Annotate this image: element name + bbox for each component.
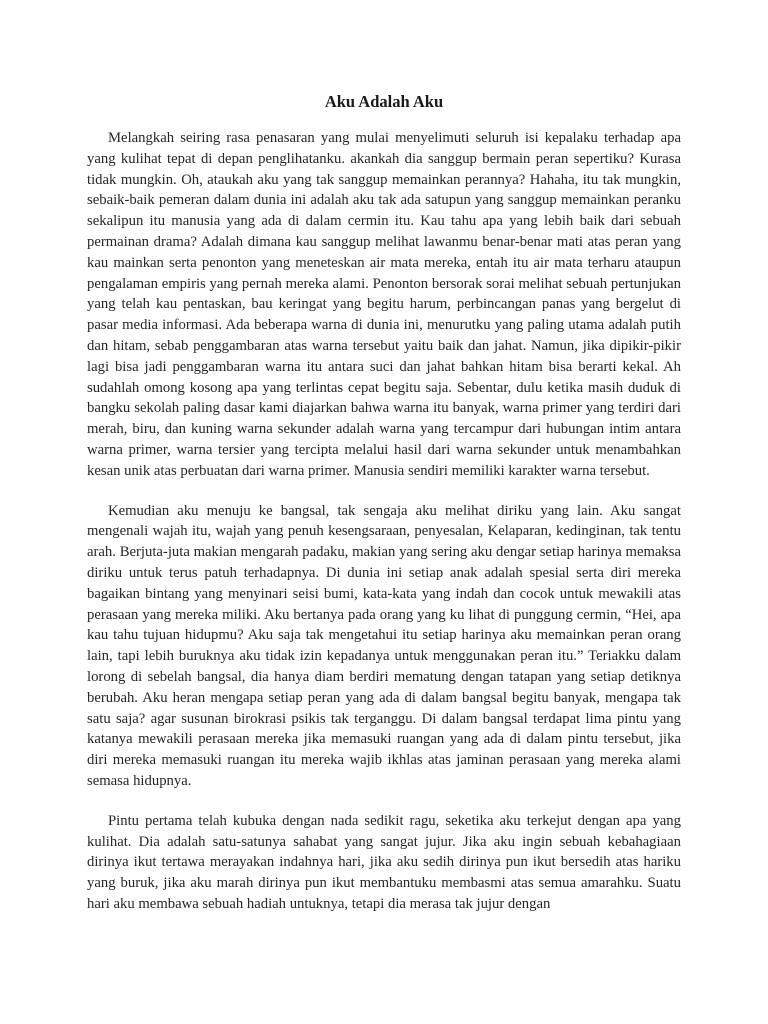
paragraph-2: Kemudian aku menuju ke bangsal, tak sengaja aku melihat diriku yang lain. Aku sangat mengenali wajah itu, wajah yang penuh kesengsaraan, penyesalan, Kelaparan, kedinginan, tak tentu arah. Berjuta-juta makian mengarah padaku, makian yang sering aku dengar setiap harinya memaksa diriku untuk terus patuh terhadapnya. Di dunia ini setiap anak adalah spesial serta diri mereka bagaikan bintang yang menyinari seisi bumi, kata-kata yang indah dan cocok untuk mewakili atas perasaan yang mereka miliki. Aku bertanya pada orang yang ku lihat di punggung cermin, “Hei, apa kau tahu tujuan hidupmu? Aku saja tak mengetahui itu setiap harinya aku memainkan peran orang lain, tapi lebih buruknya aku tidak izin kepadanya untuk menggunakan peran itu.” Teriakku dalam lorong di sebelah bangsal, dia hanya diam berdiri mematung dengan tatapan yang setiap detiknya berubah. Aku heran mengapa setiap peran yang ada di dalam bangsal begitu banyak, mengapa tak satu saja? agar susunan birokrasi psikis tak terganggu. Di dalam bangsal terdapat lima pintu yang katanya mewakili perasaan mereka jika memasuki ruangan yang ada di dalam pintu tersebut, jika diri mereka memasuki ruangan itu mereka wajib ikhlas atas jaminan perasaan yang mereka alami semasa hidupnya. bbox=[87, 502, 681, 789]
paragraph-3: Pintu pertama telah kubuka dengan nada sedikit ragu, seketika aku terkejut dengan apa yang kulihat. Dia adalah satu-satunya sahabat yang sangat jujur. Jika aku ingin sebuah kebahagiaan dirinya ikut tertawa merayakan indahnya hari, jika aku sedih dirinya pun ikut bersedih atas hariku yang buruk, jika aku marah dirinya pun ikut membantuku membasmi atas semua amarahku. Suatu hari aku membawa sebuah hadiah untuknya, tetapi dia merasa tak jujur dengan bbox=[87, 812, 681, 912]
document-title: Aku Adalah Aku bbox=[324, 92, 444, 111]
document-body bbox=[87, 128, 681, 934]
paragraph-1: Melangkah seiring rasa penasaran yang mulai menyelimuti seluruh isi kepalaku terhadap apa yang kulihat tepat di depan penglihatanku. akankah dia sanggup bermain peran sepertiku? Kurasa tidak mungkin. Oh, ataukah aku yang tak sanggup memainkan perannya? Hahaha, itu tak mungkin, sebaik-baik pemeran dalam dunia ini adalah aku tak ada satupun yang sanggup memainkan peranku sekalipun itu manusia yang ada di dalam cermin itu. Kau tahu apa yang lebih baik dari sebuah permainan drama? Adalah dimana kau sanggup melihat lawanmu benar-benar mati atas peran yang kau mainkan serta penonton yang meneteskan air mata mereka, entah itu air mata terharu ataupun pengalaman empiris yang pernah mereka alami. Penonton bersorak sorai melihat sebuah pertunjukan yang telah kau pentaskan, bau keringat yang begitu harum, perbincangan panas yang bergelut di pasar media informasi. Ada beberapa warna di dunia ini, menurutku yang paling utama adalah putih dan hitam, sebab penggambaran atas warna tersebut yaitu baik dan jahat. Namun, jika dipikir-pikir lagi bisa jadi penggambaran warna itu antara suci dan jahat bahkan hitam bisa berarti kekal. Ah sudahlah omong kosong apa yang terlintas cepat begitu saja. Sebentar, dulu ketika masih duduk di bangku sekolah paling dasar kami diajarkan bahwa warna itu banyak, warna primer yang terdiri dari merah, biru, dan kuning warna sekunder adalah warna yang tercampur dari hubungan intim antara warna primer, warna tersier yang tercipta melalui hasil dari warna sekunder untuk menambahkan kesan unik atas perbuatan dari warna primer. Manusia sendiri memiliki karakter warna tersebut. bbox=[87, 130, 681, 479]
